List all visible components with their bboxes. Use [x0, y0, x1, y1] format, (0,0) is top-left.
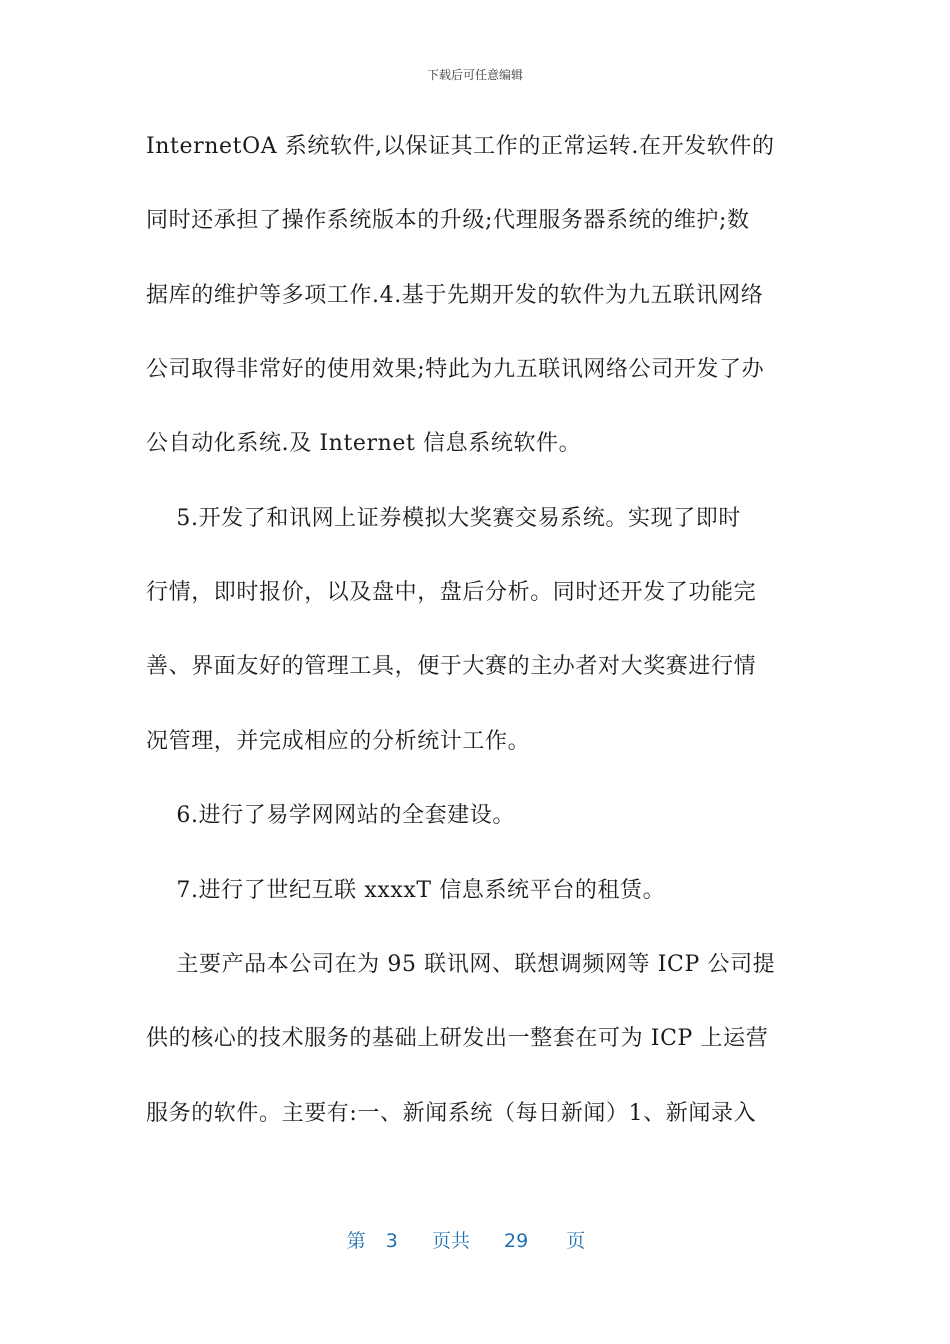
body-line-2: 同时还承担了操作系统版本的升级;代理服务器系统的维护;数	[146, 208, 750, 233]
page-current: 3	[385, 1230, 398, 1252]
body-line-9: 况管理，并完成相应的分析统计工作。	[146, 729, 531, 754]
page-header-note: 下载后可任意编辑	[426, 68, 523, 82]
page-prefix: 第	[346, 1230, 366, 1252]
body-line-4: 公司取得非常好的使用效果;特此为九五联讯网络公司开发了办	[146, 357, 765, 382]
body-line-5: 公自动化系统.及 Internet 信息系统软件。	[146, 431, 582, 456]
body-line-7: 行情，即时报价，以及盘中，盘后分析。同时还开发了功能完	[146, 580, 757, 605]
body-line-13: 供的核心的技术服务的基础上研发出一整套在可为 ICP 上运营	[146, 1026, 769, 1051]
body-line-14: 服务的软件。主要有:一、新闻系统（每日新闻）1、新闻录入	[146, 1101, 757, 1126]
body-line-12: 主要产品本公司在为 95 联讯网、联想调频网等 ICP 公司提	[146, 952, 776, 977]
body-line-8: 善、界面友好的管理工具，便于大赛的主办者对大奖赛进行情	[146, 654, 757, 679]
page-suffix: 页	[566, 1230, 586, 1252]
body-line-6: 5.开发了和讯网上证券模拟大奖赛交易系统。实现了即时	[146, 506, 741, 531]
body-line-1: InternetOA 系统软件,以保证其工作的正常运转.在开发软件的	[146, 134, 775, 159]
body-line-3: 据库的维护等多项工作.4.基于先期开发的软件为九五联讯网络	[146, 283, 764, 308]
body-line-10: 6.进行了易学网网站的全套建设。	[146, 803, 515, 828]
page-total: 29	[504, 1230, 529, 1252]
body-line-11: 7.进行了世纪互联 xxxxT 信息系统平台的租赁。	[146, 878, 666, 903]
page-number-footer	[0, 1226, 950, 1253]
page-mid: 页共	[431, 1230, 470, 1252]
